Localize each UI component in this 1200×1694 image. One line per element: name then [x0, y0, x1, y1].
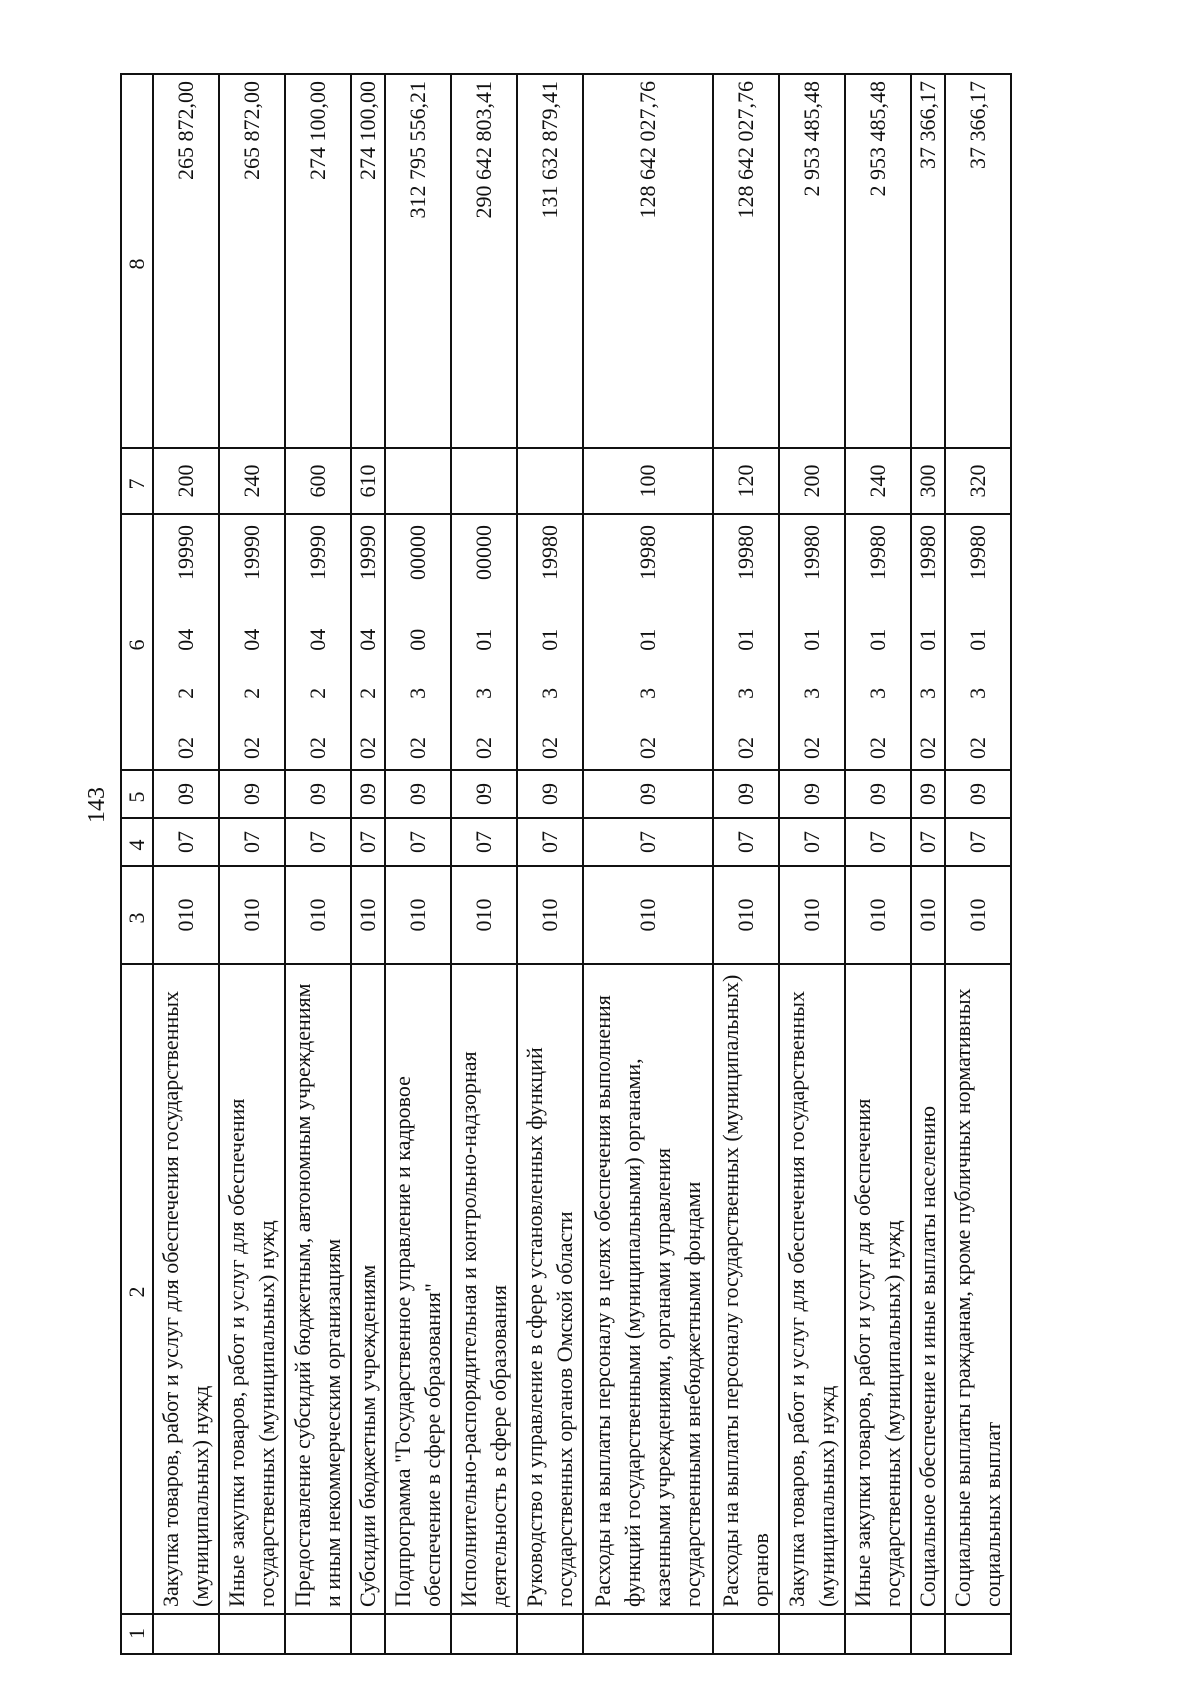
row-expense-type: 200	[779, 448, 845, 514]
row-target-article	[583, 514, 713, 770]
target-article-event: 01	[635, 628, 660, 651]
row-expense-type	[517, 448, 583, 514]
header-col-4: 4	[121, 818, 153, 866]
row-ministry-code: 010	[285, 866, 351, 964]
row-name: Расходы на выплаты персоналу государственных (муниципальных) органов	[713, 964, 779, 1614]
row-section-code: 07	[945, 818, 1011, 866]
row-ministry-code: 010	[385, 866, 451, 964]
header-row	[121, 74, 153, 1654]
target-article-program: 02	[239, 737, 264, 759]
target-article-subprogram: 3	[865, 687, 890, 699]
target-article-direction: 19980	[635, 525, 660, 581]
row-section-code: 07	[517, 818, 583, 866]
row-index-cell	[219, 1614, 285, 1654]
row-section-code: 07	[845, 818, 911, 866]
target-article-direction: 19990	[355, 525, 380, 581]
row-amount: 2 953 485,48	[779, 74, 845, 448]
table-row	[945, 74, 1011, 1654]
row-ministry-code: 010	[219, 866, 285, 964]
row-subsection-code: 09	[451, 770, 517, 818]
row-expense-type: 600	[285, 448, 351, 514]
target-article-direction: 19990	[305, 525, 330, 581]
row-index-cell	[285, 1614, 351, 1654]
target-article-program: 02	[405, 737, 430, 759]
row-section-code: 07	[385, 818, 451, 866]
header-col-1: 1	[121, 1614, 153, 1654]
row-amount: 290 642 803,41	[451, 74, 517, 448]
header-col-6: 6	[121, 514, 153, 770]
row-index-cell	[451, 1614, 517, 1654]
target-article-program: 02	[865, 737, 890, 759]
row-subsection-code: 09	[219, 770, 285, 818]
row-expense-type: 610	[351, 448, 385, 514]
row-expense-type: 240	[219, 448, 285, 514]
table-row	[583, 74, 713, 1654]
row-name: Закупка товаров, работ и услуг для обеспечения государственных (муниципальных) нужд	[779, 964, 845, 1614]
target-article-direction: 19980	[799, 525, 824, 581]
target-article-subprogram: 3	[799, 687, 824, 699]
row-target-article	[451, 514, 517, 770]
target-article-event: 01	[471, 628, 496, 651]
row-name: Подпрограмма "Государственное управление и кадровое обеспечение в сфере образования"	[385, 964, 451, 1614]
row-section-code: 07	[351, 818, 385, 866]
row-section-code: 07	[219, 818, 285, 866]
row-amount: 37 366,17	[911, 74, 945, 448]
target-article-direction: 00000	[471, 525, 496, 581]
row-subsection-code: 09	[285, 770, 351, 818]
row-index-cell	[779, 1614, 845, 1654]
target-article-program: 02	[305, 737, 330, 759]
row-expense-type	[451, 448, 517, 514]
row-target-article	[517, 514, 583, 770]
target-article-direction: 19990	[173, 525, 198, 581]
row-amount: 265 872,00	[219, 74, 285, 448]
row-index-cell	[517, 1614, 583, 1654]
header-col-3: 3	[121, 866, 153, 964]
row-name: Закупка товаров, работ и услуг для обеспечения государственных (муниципальных) нужд	[153, 964, 219, 1614]
target-article-direction: 19990	[239, 525, 264, 581]
target-article-event: 04	[355, 628, 380, 651]
target-article-program: 02	[635, 737, 660, 759]
budget-table	[120, 73, 1012, 1655]
target-article-event: 04	[239, 628, 264, 651]
row-ministry-code: 010	[713, 866, 779, 964]
row-target-article	[219, 514, 285, 770]
target-article-program: 02	[799, 737, 824, 759]
row-index-cell	[945, 1614, 1011, 1654]
row-ministry-code: 010	[351, 866, 385, 964]
row-target-article	[285, 514, 351, 770]
target-article-event: 01	[799, 628, 824, 651]
row-subsection-code: 09	[779, 770, 845, 818]
row-amount: 131 632 879,41	[517, 74, 583, 448]
table-row	[713, 74, 779, 1654]
row-subsection-code: 09	[713, 770, 779, 818]
row-ministry-code: 010	[779, 866, 845, 964]
row-target-article	[945, 514, 1011, 770]
row-subsection-code: 09	[945, 770, 1011, 818]
target-article-event: 04	[305, 628, 330, 651]
row-amount: 274 100,00	[351, 74, 385, 448]
target-article-subprogram: 2	[305, 687, 330, 699]
row-target-article	[779, 514, 845, 770]
row-amount: 2 953 485,48	[845, 74, 911, 448]
table-row	[153, 74, 219, 1654]
header-col-5: 5	[121, 770, 153, 818]
target-article-program: 02	[471, 737, 496, 759]
row-index-cell	[153, 1614, 219, 1654]
target-article-subprogram: 3	[471, 687, 496, 699]
row-target-article	[153, 514, 219, 770]
target-article-direction: 19980	[537, 525, 562, 581]
table-row	[385, 74, 451, 1654]
row-name: Субсидии бюджетным учреждениям	[351, 964, 385, 1614]
row-expense-type: 200	[153, 448, 219, 514]
row-index-cell	[351, 1614, 385, 1654]
row-section-code: 07	[583, 818, 713, 866]
row-expense-type: 240	[845, 448, 911, 514]
row-section-code: 07	[153, 818, 219, 866]
row-index-cell	[713, 1614, 779, 1654]
row-section-code: 07	[713, 818, 779, 866]
target-article-subprogram: 2	[355, 687, 380, 699]
rotated-page	[80, 75, 1140, 1655]
row-ministry-code: 010	[845, 866, 911, 964]
row-name: Руководство и управление в сфере установленных функций государственных органов Омской области	[517, 964, 583, 1614]
target-article-subprogram: 3	[635, 687, 660, 699]
target-article-subprogram: 3	[405, 687, 430, 699]
row-index-cell	[583, 1614, 713, 1654]
row-subsection-code: 09	[583, 770, 713, 818]
target-article-event: 01	[915, 628, 940, 651]
row-name: Социальное обеспечение и иные выплаты населению	[911, 964, 945, 1614]
row-target-article	[713, 514, 779, 770]
target-article-program: 02	[173, 737, 198, 759]
table-row	[219, 74, 285, 1654]
row-index-cell	[385, 1614, 451, 1654]
row-ministry-code: 010	[451, 866, 517, 964]
target-article-subprogram: 3	[733, 687, 758, 699]
row-ministry-code: 010	[153, 866, 219, 964]
target-article-event: 04	[173, 628, 198, 651]
row-name: Иные закупки товаров, работ и услуг для обеспечения государственных (муниципальных) нужд	[219, 964, 285, 1614]
target-article-event: 01	[865, 628, 890, 651]
row-expense-type: 300	[911, 448, 945, 514]
row-ministry-code: 010	[945, 866, 1011, 964]
header-col-8: 8	[121, 74, 153, 448]
target-article-subprogram: 2	[173, 687, 198, 699]
page-number: 143	[84, 787, 110, 823]
row-amount: 274 100,00	[285, 74, 351, 448]
row-expense-type: 100	[583, 448, 713, 514]
target-article-direction: 19980	[965, 525, 990, 581]
header-col-7: 7	[121, 448, 153, 514]
row-amount: 37 366,17	[945, 74, 1011, 448]
target-article-subprogram: 2	[239, 687, 264, 699]
target-article-direction: 19980	[865, 525, 890, 581]
row-expense-type	[385, 448, 451, 514]
row-section-code: 07	[779, 818, 845, 866]
target-article-direction: 19980	[915, 525, 940, 581]
target-article-event: 01	[537, 628, 562, 651]
row-name: Иные закупки товаров, работ и услуг для обеспечения государственных (муниципальных) нужд	[845, 964, 911, 1614]
row-section-code: 07	[451, 818, 517, 866]
row-section-code: 07	[285, 818, 351, 866]
target-article-direction: 00000	[405, 525, 430, 581]
row-subsection-code: 09	[517, 770, 583, 818]
row-index-cell	[911, 1614, 945, 1654]
row-ministry-code: 010	[911, 866, 945, 964]
table-row	[451, 74, 517, 1654]
row-subsection-code: 09	[845, 770, 911, 818]
target-article-subprogram: 3	[537, 687, 562, 699]
row-amount: 128 642 027,76	[583, 74, 713, 448]
header-col-2: 2	[121, 964, 153, 1614]
target-article-subprogram: 3	[915, 687, 940, 699]
table-row	[911, 74, 945, 1654]
row-target-article	[351, 514, 385, 770]
row-name: Расходы на выплаты персоналу в целях обеспечения выполнения функций государственными (муниципальными) органами, казенными учреждениями, органами управления государственными внебюджетными фондами	[583, 964, 713, 1614]
row-subsection-code: 09	[385, 770, 451, 818]
table-row	[351, 74, 385, 1654]
row-ministry-code: 010	[583, 866, 713, 964]
row-name: Исполнительно-распорядительная и контрольно-надзорная деятельность в сфере образования	[451, 964, 517, 1614]
target-article-subprogram: 3	[965, 687, 990, 699]
target-article-program: 02	[537, 737, 562, 759]
row-subsection-code: 09	[351, 770, 385, 818]
row-name: Социальные выплаты гражданам, кроме публичных нормативных социальных выплат	[945, 964, 1011, 1614]
target-article-event: 01	[733, 628, 758, 651]
row-subsection-code: 09	[911, 770, 945, 818]
row-index-cell	[845, 1614, 911, 1654]
table-row	[517, 74, 583, 1654]
row-expense-type: 320	[945, 448, 1011, 514]
row-target-article	[911, 514, 945, 770]
target-article-event: 00	[405, 628, 430, 651]
row-target-article	[845, 514, 911, 770]
row-section-code: 07	[911, 818, 945, 866]
target-article-event: 01	[965, 628, 990, 651]
target-article-program: 02	[355, 737, 380, 759]
row-amount: 265 872,00	[153, 74, 219, 448]
row-amount: 312 795 556,21	[385, 74, 451, 448]
table-row	[285, 74, 351, 1654]
row-amount: 128 642 027,76	[713, 74, 779, 448]
row-target-article	[385, 514, 451, 770]
target-article-program: 02	[965, 737, 990, 759]
row-name: Предоставление субсидий бюджетным, автономным учреждениям и иным некоммерческим организациям	[285, 964, 351, 1614]
row-expense-type: 120	[713, 448, 779, 514]
target-article-program: 02	[915, 737, 940, 759]
table-row	[845, 74, 911, 1654]
target-article-direction: 19980	[733, 525, 758, 581]
row-ministry-code: 010	[517, 866, 583, 964]
target-article-program: 02	[733, 737, 758, 759]
row-subsection-code: 09	[153, 770, 219, 818]
table-row	[779, 74, 845, 1654]
